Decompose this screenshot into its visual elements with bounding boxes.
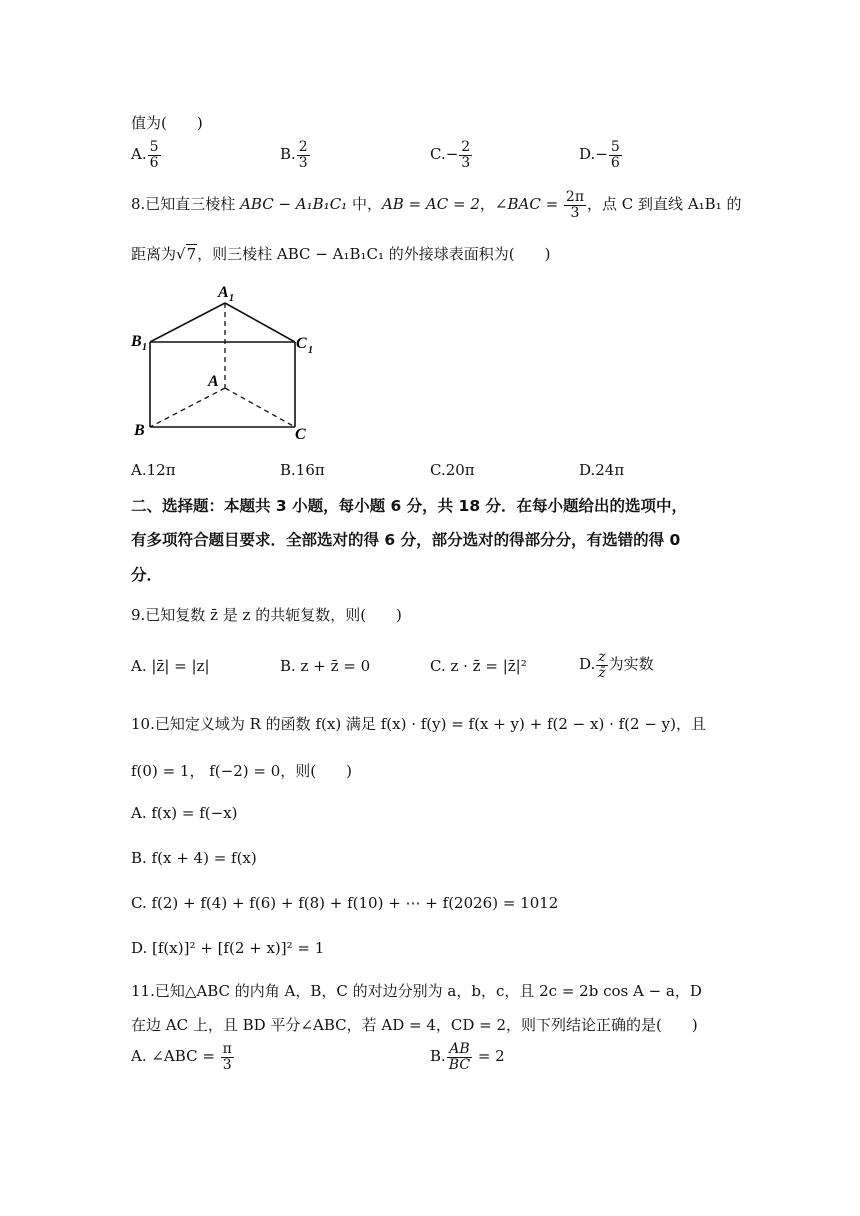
q11-option-a: A. ∠ABC = $\frac{\pi}{3}$ xyxy=(131,1041,232,1073)
section2-line1: 二、选择题：本题共 3 小题，每小题 6 分，共 18 分．在每小题给出的选项中， xyxy=(131,497,688,515)
q9-stem: 9.已知复数 z̄ 是 z 的共轭复数，则( ) xyxy=(131,606,402,624)
label-a: A xyxy=(208,373,219,390)
q10-line2: f(0) = 1， f(−2) = 0，则( ) xyxy=(131,762,352,780)
q8-option-c: C.20π xyxy=(430,461,475,479)
label-c1: C xyxy=(296,335,307,352)
q10-line1: 10.已知定义域为 R 的函数 f(x) 满足 f(x) · f(y) = f(x + y) + f(2 − x) · f(2 − y)，且 xyxy=(131,715,707,733)
q11-line1: 11.已知△ABC 的内角 A，B，C 的对边分别为 a，b，c，且 2c = 2b cos A − a，D xyxy=(131,982,702,1000)
q10-option-a: A. f(x) = f(−x) xyxy=(131,804,238,822)
q9-option-a: A. |z̄| = |z| xyxy=(131,657,210,675)
label-a1: A xyxy=(218,284,229,301)
section2-line3: 分． xyxy=(131,566,163,584)
q7-option-b: B. $\frac{2}{3}$ xyxy=(280,139,308,171)
section2-line2: 有多项符合题目要求．全部选对的得 6 分，部分选对的得部分分，有选错的得 0 xyxy=(131,531,681,549)
q8-option-b: B.16π xyxy=(280,461,325,479)
label-b: B xyxy=(134,422,145,439)
q8-option-a: A.12π xyxy=(131,461,176,479)
q8-option-d: D.24π xyxy=(579,461,625,479)
q7-option-a: A. $\frac{5}{6}$ xyxy=(131,139,159,171)
q11-option-b: B. $\frac{AB}{BC}$ = 2 xyxy=(430,1041,505,1073)
q10-option-d: D. [f(x)]² + [f(2 + x)]² = 1 xyxy=(131,939,325,957)
q8-line2: 距离为√7，则三棱柱 ABC − A₁B₁C₁ 的外接球表面积为( ) xyxy=(131,245,551,263)
q7-tail: 值为( ) xyxy=(131,114,203,132)
label-a1-sub: 1 xyxy=(229,293,234,304)
q11-line2: 在边 AC 上，且 BD 平分∠ABC，若 AD = 4，CD = 2，则下列结论正确的是( ) xyxy=(131,1016,698,1034)
q9-option-d: D. $\frac{z}{z̄}$ 为实数 xyxy=(579,649,654,681)
q7-option-c: C.− $\frac{2}{3}$ xyxy=(430,139,471,171)
label-c1-sub: 1 xyxy=(308,345,313,356)
q9-option-b: B. z + z̄ = 0 xyxy=(280,657,371,675)
q8-line1: 8.已知直三棱柱 ABC − A₁B₁C₁ 中，AB = AC = 2，∠BAC = $\frac{2\pi}{3}$ ，点 C 到直线 A₁B₁ 的 xyxy=(131,189,742,221)
label-b1-sub: 1 xyxy=(142,342,147,353)
q9-option-c: C. z · z̄ = |z̄|² xyxy=(430,657,527,675)
label-b1: B xyxy=(131,333,142,350)
q10-option-b: B. f(x + 4) = f(x) xyxy=(131,849,257,867)
q7-option-d: D.− $\frac{5}{6}$ xyxy=(579,139,620,171)
label-c: C xyxy=(295,426,306,443)
q10-option-c: C. f(2) + f(4) + f(6) + f(8) + f(10) + ⋯ + f(2026) = 1012 xyxy=(131,894,559,912)
prism-figure xyxy=(128,278,328,448)
